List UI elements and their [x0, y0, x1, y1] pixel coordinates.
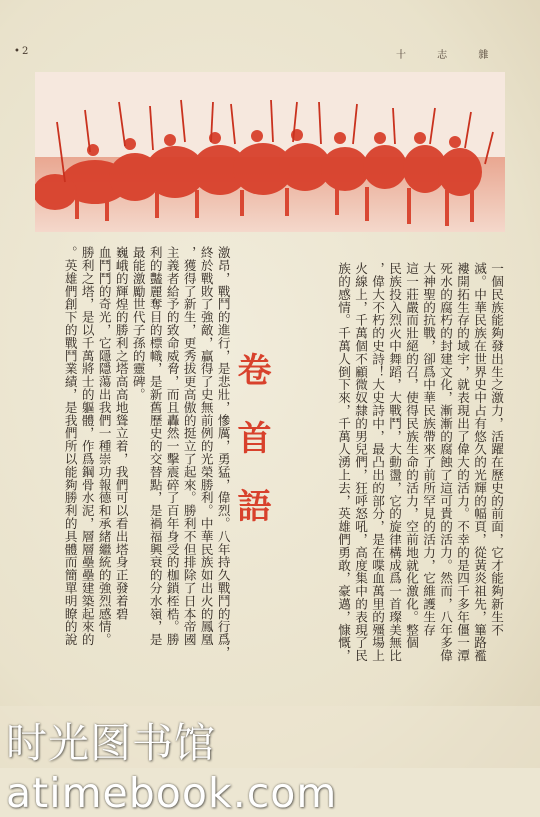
text-column: ，偉大不朽的史詩！大史詩中，最凸出的部分，是在喋血萬里的殭場上: [370, 262, 385, 662]
watermark-bar: [0, 706, 540, 817]
text-column: 火線上，千萬個不顧微奴隸的男兒們，狂呼怒吼，高度集中的表現了民: [353, 262, 368, 662]
cavalry-photo: [35, 72, 505, 232]
magazine-title: 十 志 雜: [396, 50, 503, 61]
text-column: 利的豔麗奪目的標幟，是新舊歷史的交替點，是禍福興衰的分水嶺，是: [147, 246, 163, 646]
text-column: 一個民族能夠發出生之激力，活躍在歷史的前面，它才能夠新生不: [489, 262, 504, 637]
text-column: 褸開拓生存的域宇，就表現出了偉大的活力。不幸的是四千多年僵一潭: [455, 262, 470, 662]
page-number: 2: [22, 46, 30, 57]
text-column: ，獲得了新生，更秀拔更高傲的挺立了起來。勝利不但排除了日本帝國: [181, 246, 197, 646]
cavalry-photo-image: [35, 72, 505, 232]
text-column: 族的感情。千萬人倒下來，千萬人湧上去，英雄們勇敢，豪邁，慷慨，: [336, 262, 351, 662]
text-column: 主義者給予的致命威脅，而且轟然一擊震碎了百年身受的枷鎖桎梏。勝: [164, 246, 180, 646]
text-column: 死水的腐朽的封建文化，漸漸的腐蝕了這可貴的活力。然而，八年多偉: [438, 262, 453, 662]
text-column: 民族投入烈火中舞蹈，大戰鬥，大動盪，它的旋律構成爲一首璨美無比: [387, 262, 402, 662]
text-column: 巍峨的輝煌的勝利之塔高高地聳立着，我們可以看出塔身正發着碧: [113, 246, 129, 621]
watermark-text: 时光图书馆atimebook.com: [6, 719, 338, 817]
text-column: 大神聖的抗戰，卻爲中華民族帶來了前所罕見的活力，它維護生存: [421, 262, 436, 637]
text-column: 終於戰敗了強敵，贏得了史無前例的光榮勝利。中華民族如出火的鳳凰: [198, 246, 214, 646]
text-column: 。英雄們創下的戰鬥業績，是我們所以能夠勝利的具體而簡單明瞭的說: [62, 246, 78, 646]
text-column: 這一莊嚴而壯絕的召，使得民族生命的活力，空前地就化激化。整個: [404, 262, 419, 649]
text-column: 血鬥鬥的奇光，它隱隱蕩出我們一種崇功報德和承緒繼統的強烈感情。: [96, 246, 112, 646]
text-column: 激昂，戰鬥的進行，是悲壯，慘厲，勇猛，偉烈。八年持久戰鬥的行爲，: [215, 246, 231, 659]
text-column: 最能激勵世代子孫的靈碑。: [130, 246, 146, 401]
essay-title: 卷首語: [231, 352, 271, 556]
text-column: 滅。中華民族在世界史中占有悠久的光輝的幅頁，從黃炎祖先，篳路襤: [472, 262, 487, 662]
header-dots: •: [14, 46, 20, 57]
text-column: 勝利之塔，是以千萬將士的軀體，作爲鋼骨水泥，層層壘壘建築起來的: [79, 246, 95, 646]
